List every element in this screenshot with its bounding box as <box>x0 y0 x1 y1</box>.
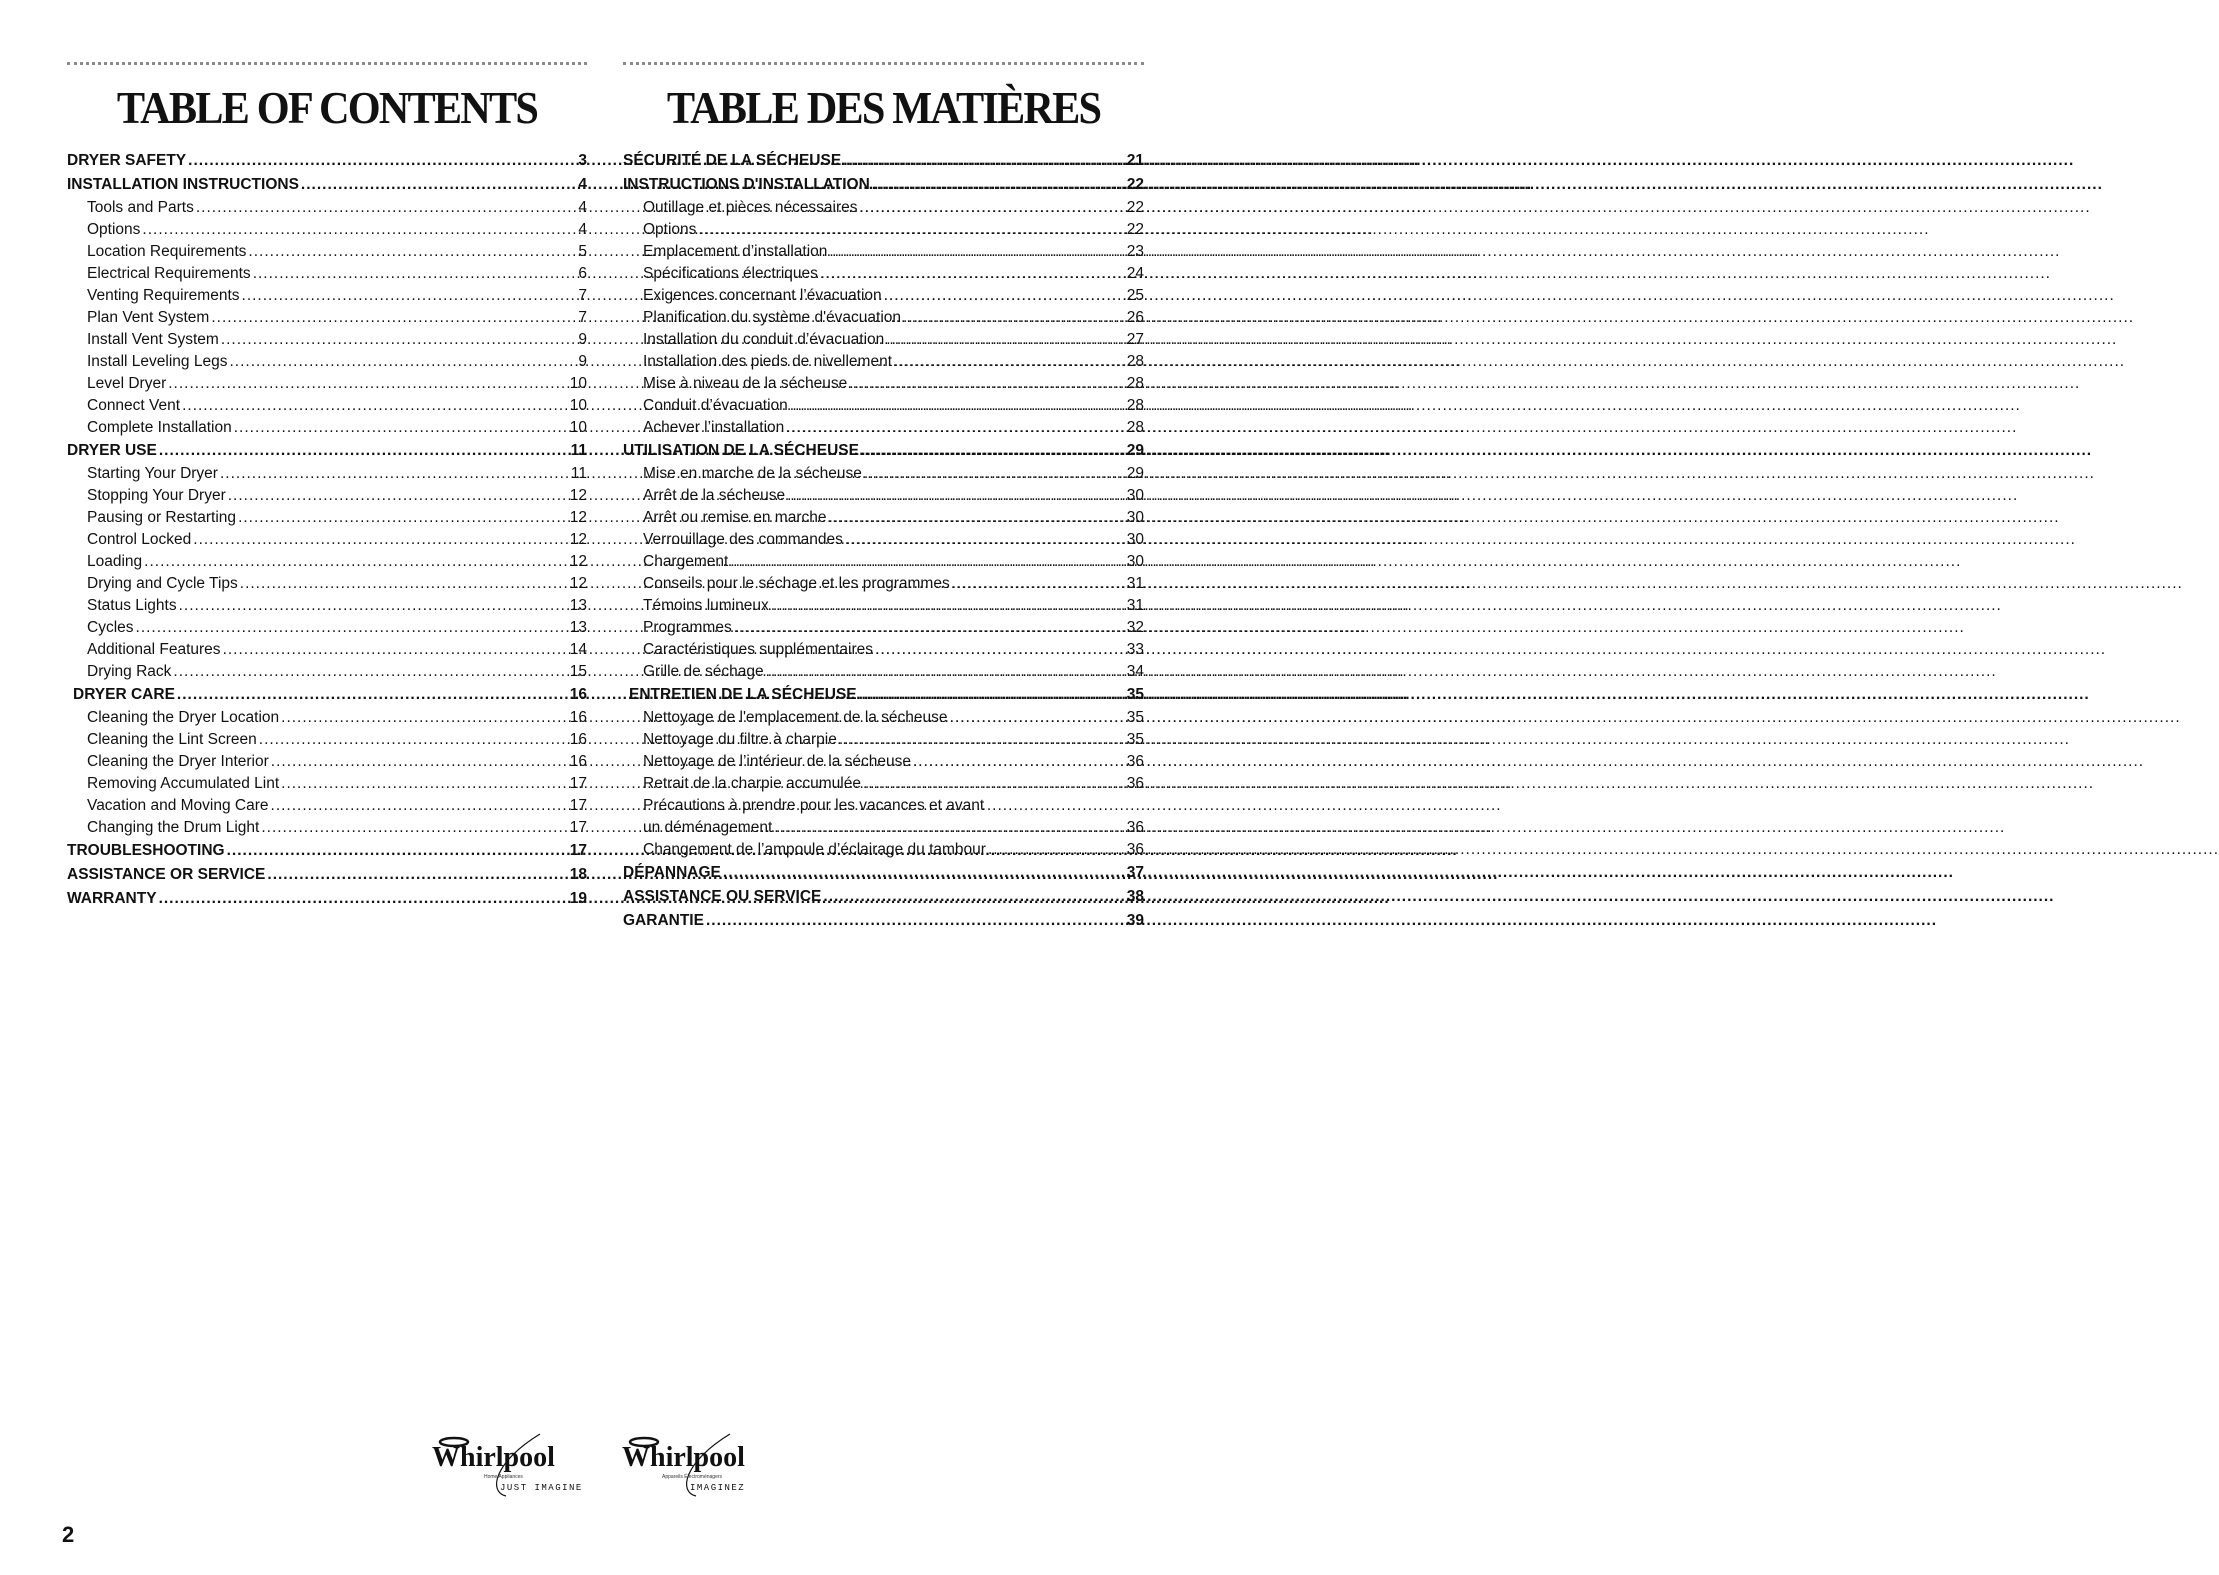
toc-page-number: 5 <box>578 243 587 260</box>
toc-dot-leader <box>829 241 1124 263</box>
toc-page-number: 11 <box>570 442 587 459</box>
toc-dot-leader <box>913 751 1125 773</box>
toc-page-number: 28 <box>1126 419 1144 436</box>
toc-subsection-entry <box>67 417 587 439</box>
toc-entry-label: Control Locked <box>87 531 192 548</box>
toc-entry-label: ENTRETIEN DE LA SÉCHEUSE <box>629 686 857 703</box>
toc-page-number: 16 <box>569 753 587 770</box>
toc-page-number: 13 <box>569 597 587 614</box>
toc-subsection-entry <box>623 485 1144 507</box>
toc-page-number: 35 <box>1126 686 1144 703</box>
toc-entry-label: Connect Vent <box>87 397 181 414</box>
toc-dot-leader <box>271 795 568 817</box>
toc-subsection-entry <box>67 729 587 751</box>
logo-subline: Home Appliances <box>484 1474 523 1480</box>
toc-dot-leader <box>173 661 567 683</box>
toc-page-number: 26 <box>1126 309 1144 326</box>
toc-subsection-entry <box>67 351 587 373</box>
toc-page-number: 13 <box>569 619 587 636</box>
toc-entry-label: un déménagement <box>643 819 773 836</box>
toc-dot-leader <box>177 683 568 707</box>
toc-subsection-entry <box>67 639 587 661</box>
toc-dot-leader <box>859 683 1125 707</box>
toc-dot-leader <box>787 485 1125 507</box>
toc-entry-label: Nettoyage de l'emplacement de la sécheuse <box>643 709 948 726</box>
toc-entry-label: Arrêt ou remise en marche <box>643 509 827 526</box>
toc-entry-label: Témoins lumineux <box>643 597 769 614</box>
toc-dot-leader <box>144 551 568 573</box>
toc-page-number: 18 <box>569 866 587 883</box>
toc-dot-leader <box>221 329 577 351</box>
toc-dot-leader <box>281 707 568 729</box>
toc-entry-label: Nettoyage du filtre à charpie <box>643 731 837 748</box>
toc-dot-leader <box>845 529 1125 551</box>
toc-subsection-entry <box>67 751 587 773</box>
toc-entry-label: Mise en marche de la sécheuse <box>643 465 862 482</box>
toc-subsection-entry <box>67 263 587 285</box>
toc-subsection-entry <box>67 485 587 507</box>
toc-dot-leader <box>823 885 1124 909</box>
toc-entry-label: Programmes <box>643 619 732 636</box>
toc-list <box>623 149 1144 933</box>
toc-dot-leader <box>229 351 576 373</box>
toc-subsection-entry <box>67 329 587 351</box>
toc-entry-label: Install Leveling Legs <box>87 353 228 370</box>
toc-section-entry <box>67 863 587 887</box>
toc-dot-leader <box>988 839 1125 861</box>
toc-entry-label: Achever l’installation <box>643 419 785 436</box>
toc-subsection-entry <box>67 463 587 485</box>
toc-subsection-entry <box>623 463 1144 485</box>
toc-page-number: 12 <box>569 487 587 504</box>
toc-subsection-entry <box>623 263 1144 285</box>
toc-page-number: 10 <box>569 375 587 392</box>
toc-english <box>67 62 587 911</box>
toc-page-number: 36 <box>1126 841 1144 858</box>
toc-dot-leader <box>240 573 568 595</box>
toc-entry-label: Electrical Requirements <box>87 265 251 282</box>
toc-page-number: 6 <box>578 265 587 282</box>
toc-page-number: 30 <box>1126 487 1144 504</box>
toc-page-number: 29 <box>1126 465 1144 482</box>
toc-subsection-entry <box>623 507 1144 529</box>
toc-entry-label: Pausing or Restarting <box>87 509 237 526</box>
toc-dot-leader <box>261 817 567 839</box>
toc-page-number: 36 <box>1126 819 1144 836</box>
toc-subsection-entry <box>623 751 1144 773</box>
toc-subsection-entry <box>623 329 1144 351</box>
toc-dot-leader <box>301 173 576 197</box>
toc-entry-label: Outillage et pièces nécessaires <box>643 199 858 216</box>
toc-page-number: 11 <box>570 465 587 482</box>
toc-page-number: 4 <box>578 221 587 238</box>
toc-entry-label: Précautions à prendre pour les vacances et avant <box>643 797 985 814</box>
toc-page-number: 10 <box>569 397 587 414</box>
toc-page-number: 14 <box>569 641 587 658</box>
toc-subsection-entry <box>623 417 1144 439</box>
toc-page-number: 28 <box>1126 353 1144 370</box>
toc-section-entry <box>623 909 1144 933</box>
toc-entry-label: WARRANTY <box>67 890 157 907</box>
toc-entry-label: Additional Features <box>87 641 221 658</box>
toc-page-number: 7 <box>578 309 587 326</box>
decorative-rule <box>623 62 1144 65</box>
toc-page-number: 32 <box>1126 619 1144 636</box>
toc-dot-leader <box>698 219 1124 241</box>
toc-entry-label: Stopping Your Dryer <box>87 487 226 504</box>
toc-entry-label: Venting Requirements <box>87 287 240 304</box>
whirlpool-logo-french <box>618 1432 758 1498</box>
toc-page-number: 30 <box>1126 509 1144 526</box>
toc-subsection-entry <box>67 507 587 529</box>
toc-dot-leader <box>950 707 1125 729</box>
toc-dot-leader <box>843 149 1125 173</box>
toc-entry-label: Grille de séchage <box>643 663 764 680</box>
toc-page-number: 35 <box>1126 731 1144 748</box>
toc-page-number: 21 <box>1126 152 1144 169</box>
toc-page-number: 22 <box>1126 221 1144 238</box>
toc-subsection-entry <box>67 595 587 617</box>
toc-section-entry <box>623 173 1144 197</box>
toc-page-number: 16 <box>569 709 587 726</box>
toc-entry-label: Caractéristiques supplémentaires <box>643 641 874 658</box>
toc-dot-leader <box>952 573 1125 595</box>
toc-entry-label: Vacation and Moving Care <box>87 797 269 814</box>
toc-dot-leader <box>786 417 1124 439</box>
toc-subsection-entry <box>623 529 1144 551</box>
page-title: TABLE OF CONTENTS <box>116 82 538 133</box>
toc-subsection-entry <box>623 573 1144 595</box>
toc-page-number: 35 <box>1126 709 1144 726</box>
toc-entry-label: Install Vent System <box>87 331 219 348</box>
toc-page-number: 17 <box>569 842 587 859</box>
toc-dot-leader <box>267 863 567 887</box>
toc-dot-leader <box>227 839 568 863</box>
toc-list <box>67 149 587 911</box>
toc-entry-label: UTILISATION DE LA SÉCHEUSE <box>623 442 859 459</box>
toc-subsection-entry <box>623 839 1144 861</box>
toc-page-number: 31 <box>1126 575 1144 592</box>
toc-page-number: 22 <box>1126 199 1144 216</box>
toc-subsection-entry <box>67 307 587 329</box>
toc-page-number: 9 <box>578 353 587 370</box>
toc-section-entry <box>623 683 1144 707</box>
decorative-rule <box>67 62 587 65</box>
toc-entry-label: Retrait de la charpie accumulée <box>643 775 861 792</box>
toc-page-number: 9 <box>578 331 587 348</box>
toc-dot-leader <box>211 307 576 329</box>
toc-section-entry <box>67 683 587 707</box>
toc-page-number: 25 <box>1126 287 1144 304</box>
toc-page-number: 10 <box>569 419 587 436</box>
toc-entry-label: Verrouillage des commandes <box>643 531 843 548</box>
toc-french <box>623 62 1144 933</box>
toc-dot-leader <box>734 617 1125 639</box>
toc-page-number: 28 <box>1126 397 1144 414</box>
toc-page-number: 29 <box>1126 442 1144 459</box>
toc-subsection-entry <box>623 795 1144 817</box>
toc-entry-label: DRYER USE <box>67 442 157 459</box>
toc-entry-label: Mise à niveau de la sécheuse <box>643 375 848 392</box>
toc-entry-label: Status Lights <box>87 597 177 614</box>
whirlpool-logo-english <box>428 1432 583 1498</box>
toc-entry-label: Conduit d’évacuation <box>643 397 788 414</box>
toc-dot-leader <box>168 373 568 395</box>
toc-page-number: 37 <box>1126 864 1144 881</box>
toc-entry-label: Plan Vent System <box>87 309 210 326</box>
logo-tagline: JUST IMAGINE <box>500 1483 583 1493</box>
toc-dot-leader <box>894 351 1125 373</box>
toc-subsection-entry <box>623 285 1144 307</box>
logo-wordmark: Whirlpool <box>622 1442 745 1473</box>
toc-entry-label: Loading <box>87 553 143 570</box>
toc-subsection-entry <box>623 595 1144 617</box>
toc-entry-label: Changement de l’ampoule d’éclairage du tambour <box>643 841 986 858</box>
logo-subline: Appareils Électroménagers <box>662 1474 723 1480</box>
toc-entry-label: Installation des pieds de nivellement <box>643 353 893 370</box>
toc-entry-label: Exigences concernant l’évacuation <box>643 287 882 304</box>
toc-subsection-entry <box>623 241 1144 263</box>
toc-dot-leader <box>159 439 569 463</box>
toc-entry-label: Changing the Drum Light <box>87 819 260 836</box>
toc-dot-leader <box>253 263 577 285</box>
toc-dot-leader <box>281 773 568 795</box>
toc-section-entry <box>67 887 587 911</box>
toc-page-number: 33 <box>1126 641 1144 658</box>
toc-dot-leader <box>861 439 1125 463</box>
toc-page-number: 16 <box>569 731 587 748</box>
toc-entry-label: DÉPANNAGE <box>623 864 721 881</box>
toc-dot-leader <box>820 263 1125 285</box>
toc-section-entry <box>67 839 587 863</box>
toc-dot-leader <box>903 307 1125 329</box>
toc-entry-label: TROUBLESHOOTING <box>67 842 225 859</box>
toc-page-number: 31 <box>1126 597 1144 614</box>
page-title: TABLE DES MATIÈRES <box>666 82 1101 133</box>
toc-entry-label: Options <box>87 221 141 238</box>
toc-subsection-entry <box>623 351 1144 373</box>
toc-entry-label: Level Dryer <box>87 375 167 392</box>
toc-dot-leader <box>864 463 1125 485</box>
toc-page-number: 17 <box>569 819 587 836</box>
toc-entry-label: INSTALLATION INSTRUCTIONS <box>67 176 299 193</box>
toc-section-entry <box>623 885 1144 909</box>
toc-dot-leader <box>706 909 1125 933</box>
toc-dot-leader <box>839 729 1125 751</box>
toc-subsection-entry <box>623 617 1144 639</box>
toc-subsection-entry <box>623 373 1144 395</box>
toc-subsection-entry <box>67 573 587 595</box>
toc-entry-label: Nettoyage de l’intérieur de la sécheuse <box>643 753 911 770</box>
toc-page-number: 28 <box>1126 375 1144 392</box>
toc-entry-label: Cleaning the Lint Screen <box>87 731 257 748</box>
toc-entry-label: SÉCURITÉ DE LA SÉCHEUSE <box>623 152 842 169</box>
toc-dot-leader <box>159 887 568 911</box>
toc-page-number: 30 <box>1126 553 1144 570</box>
toc-subsection-entry <box>67 773 587 795</box>
toc-dot-leader <box>766 661 1125 683</box>
toc-dot-leader <box>223 639 568 661</box>
toc-page-number: 36 <box>1126 775 1144 792</box>
toc-page-number: 12 <box>569 575 587 592</box>
toc-dot-leader <box>860 197 1125 219</box>
toc-section-entry <box>67 173 587 197</box>
toc-page-number: 12 <box>569 509 587 526</box>
toc-page-number: 12 <box>569 531 587 548</box>
toc-page-number: 12 <box>569 553 587 570</box>
toc-page-number: 15 <box>569 663 587 680</box>
toc-section-entry <box>623 861 1144 885</box>
toc-dot-leader <box>248 241 576 263</box>
toc-entry-label: ASSISTANCE OU SERVICE <box>623 888 822 905</box>
toc-dot-leader <box>238 507 568 529</box>
toc-subsection-entry <box>67 795 587 817</box>
toc-subsection-entry <box>67 373 587 395</box>
toc-entry-label: Complete Installation <box>87 419 232 436</box>
toc-dot-leader <box>771 595 1125 617</box>
toc-subsection-entry <box>623 661 1144 683</box>
toc-page-number: 38 <box>1126 888 1144 905</box>
toc-subsection-entry <box>67 661 587 683</box>
toc-page-number: 23 <box>1126 243 1144 260</box>
toc-page-number: 27 <box>1126 331 1144 348</box>
toc-entry-label: Removing Accumulated Lint <box>87 775 280 792</box>
toc-dot-leader <box>849 373 1125 395</box>
toc-page-number: 4 <box>578 199 587 216</box>
toc-section-entry <box>623 149 1144 173</box>
logo-tagline: IMAGINEZ <box>690 1483 746 1493</box>
toc-dot-leader <box>730 551 1124 573</box>
toc-dot-leader <box>196 197 577 219</box>
toc-entry-label: Cleaning the Dryer Location <box>87 709 280 726</box>
toc-dot-leader <box>220 463 569 485</box>
toc-entry-label: Cleaning the Dryer Interior <box>87 753 269 770</box>
toc-subsection-entry <box>623 817 1144 839</box>
toc-page-number: 39 <box>1126 912 1144 929</box>
toc-dot-leader <box>271 751 568 773</box>
toc-section-entry <box>67 439 587 463</box>
toc-dot-leader <box>863 773 1125 795</box>
toc-entry-label: Location Requirements <box>87 243 247 260</box>
toc-entry-label: Drying and Cycle Tips <box>87 575 238 592</box>
toc-entry-label: Tools and Parts <box>87 199 194 216</box>
toc-entry-label: INSTRUCTIONS D'INSTALLATION <box>623 176 870 193</box>
toc-dot-leader <box>872 173 1125 197</box>
toc-dot-leader <box>723 861 1125 885</box>
toc-entry-label: GARANTIE <box>623 912 704 929</box>
toc-subsection-entry <box>623 307 1144 329</box>
toc-page-number: 36 <box>1126 753 1144 770</box>
logo-wordmark: Whirlpool <box>432 1442 555 1473</box>
toc-subsection-entry <box>623 639 1144 661</box>
toc-dot-leader <box>228 485 568 507</box>
toc-subsection-entry <box>623 707 1144 729</box>
toc-dot-leader <box>774 817 1124 839</box>
toc-entry-label: Conseils pour le séchage et les programmes <box>643 575 950 592</box>
toc-subsection-entry <box>623 219 1144 241</box>
toc-section-entry <box>67 149 587 173</box>
toc-dot-leader <box>142 219 576 241</box>
toc-dot-leader <box>875 639 1125 661</box>
toc-page-number: 22 <box>1126 176 1144 193</box>
page-number: 2 <box>62 1522 75 1547</box>
toc-dot-leader <box>886 329 1124 351</box>
toc-subsection-entry <box>623 773 1144 795</box>
toc-subsection-entry <box>623 395 1144 417</box>
toc-dot-leader <box>179 595 568 617</box>
toc-subsection-entry <box>67 617 587 639</box>
toc-subsection-entry <box>67 707 587 729</box>
toc-dot-leader <box>234 417 568 439</box>
toc-page-number: 4 <box>578 176 587 193</box>
toc-section-entry <box>623 439 1144 463</box>
toc-entry-label: Chargement <box>643 553 729 570</box>
toc-dot-leader <box>136 617 568 639</box>
toc-subsection-entry <box>623 197 1144 219</box>
toc-subsection-entry <box>67 241 587 263</box>
toc-page-number: 30 <box>1126 531 1144 548</box>
toc-entry-label: DRYER SAFETY <box>67 152 187 169</box>
toc-subsection-entry <box>67 219 587 241</box>
toc-entry-label: Starting Your Dryer <box>87 465 218 482</box>
toc-dot-leader <box>182 395 568 417</box>
toc-dot-leader <box>790 395 1125 417</box>
toc-entry-label: Spécifications électriques <box>643 265 818 282</box>
toc-entry-label: Options <box>643 221 697 238</box>
toc-dot-leader <box>188 149 576 173</box>
toc-entry-label: DRYER CARE <box>73 686 175 703</box>
toc-page-number: 7 <box>578 287 587 304</box>
toc-subsection-entry <box>67 395 587 417</box>
toc-page-number: 17 <box>569 775 587 792</box>
toc-subsection-entry <box>67 817 587 839</box>
toc-entry-label: Installation du conduit d’évacuation <box>643 331 885 348</box>
toc-entry-label: Drying Rack <box>87 663 172 680</box>
toc-entry-label: Emplacement d’installation <box>643 243 828 260</box>
toc-entry-label: Cycles <box>87 619 134 636</box>
toc-page-number: 3 <box>578 152 587 169</box>
toc-subsection-entry <box>623 551 1144 573</box>
toc-page-number: 19 <box>569 890 587 907</box>
toc-subsection-entry <box>623 729 1144 751</box>
toc-dot-leader <box>829 507 1125 529</box>
toc-dot-leader <box>242 285 577 307</box>
toc-dot-leader <box>193 529 567 551</box>
toc-entry-label: Arrêt de la sécheuse <box>643 487 786 504</box>
toc-page-number: 24 <box>1126 265 1144 282</box>
toc-subsection-entry <box>67 197 587 219</box>
toc-dot-leader <box>884 285 1125 307</box>
toc-page-number: 34 <box>1126 663 1144 680</box>
toc-page-number: 17 <box>569 797 587 814</box>
toc-entry-label: ASSISTANCE OR SERVICE <box>67 866 266 883</box>
toc-dot-leader <box>259 729 568 751</box>
toc-subsection-entry <box>67 551 587 573</box>
toc-page-number: 16 <box>569 686 587 703</box>
toc-entry-label: Planification du système d'évacuation <box>643 309 901 326</box>
toc-subsection-entry <box>67 285 587 307</box>
toc-subsection-entry <box>67 529 587 551</box>
